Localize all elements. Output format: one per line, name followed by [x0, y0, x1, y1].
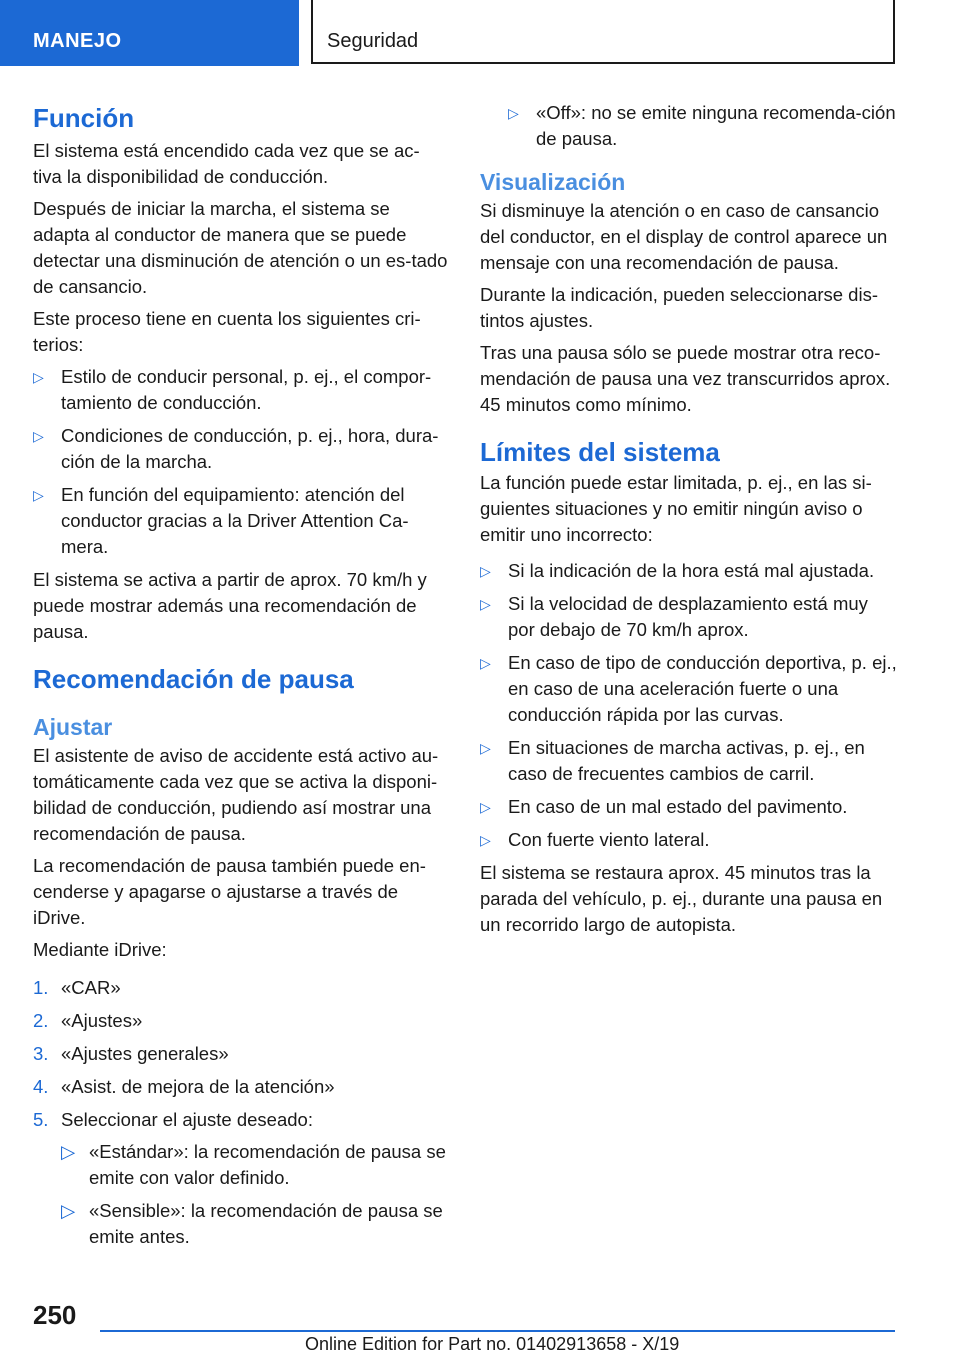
- topic-title: Seguridad: [327, 30, 419, 52]
- list-item: [33, 364, 448, 416]
- steps-list: [33, 975, 448, 1250]
- list-item: [480, 650, 898, 728]
- triangle-bullet-icon: ▷: [480, 740, 491, 756]
- list-item: [480, 591, 898, 643]
- paragraph: Tras una pausa sólo se puede mostrar otra reco-mendación de pausa una vez transcurridos aprox. 45 minutos como mínimo.: [480, 342, 891, 415]
- triangle-bullet-icon: ▷: [480, 596, 491, 612]
- list-item: [480, 827, 898, 853]
- step-text: «Ajustes generales»: [61, 1043, 229, 1064]
- triangle-bullet-icon: ▷: [33, 428, 44, 444]
- paragraph: Después de iniciar la marcha, el sistema se adapta al conductor de manera que se puede detectar una disminución de atención o un es-tado de cansancio.: [33, 198, 448, 297]
- list-item-text: Con fuerte viento lateral.: [508, 829, 710, 850]
- paragraph: El asistente de aviso de accidente está activo au-tomáticamente cada vez que se activa la disponi-bilidad de conducción, pudiendo así mostrar una recomendación de pausa.: [33, 745, 439, 844]
- step-number: 1.: [33, 977, 49, 998]
- step-number: 4.: [33, 1076, 49, 1097]
- left-column: [33, 100, 448, 1257]
- step-item: [33, 975, 448, 1001]
- paragraph: La recomendación de pausa también puede en-cenderse y apagarse o ajustarse a través de iDrive.: [33, 855, 426, 928]
- option-text: «Sensible»: la recomendación de pausa se emite antes.: [89, 1200, 443, 1247]
- step-text: «CAR»: [61, 977, 121, 998]
- step-item: [33, 1074, 448, 1100]
- list-item-text: En caso de tipo de conducción deportiva, p. ej., en caso de una aceleración fuerte o una conducción rápida por las curvas.: [508, 652, 897, 725]
- paragraph: La función puede estar limitada, p. ej., en las si-guientes situaciones y no emitir ningún aviso o emitir uno incorrecto:: [480, 472, 872, 545]
- option-item: [508, 100, 898, 152]
- list-item-text: En caso de un mal estado del pavimento.: [508, 796, 848, 817]
- paragraph: El sistema está encendido cada vez que se ac-tiva la disponibilidad de conducción.: [33, 140, 420, 187]
- triangle-bullet-icon: ▷: [61, 1200, 76, 1221]
- option-text: «Off»: no se emite ninguna recomenda-ción de pausa.: [536, 102, 896, 149]
- option-item: [61, 1198, 448, 1250]
- step-text: «Asist. de mejora de la atención»: [61, 1076, 335, 1097]
- step-number: 5.: [33, 1109, 49, 1130]
- step-item: [33, 1008, 448, 1034]
- paragraph: Si disminuye la atención o en caso de cansancio del conductor, en el display de control aparece un mensaje con una recomendación de pausa.: [480, 200, 888, 273]
- list-item: [480, 558, 898, 584]
- triangle-bullet-icon: ▷: [33, 487, 44, 503]
- paragraph: Durante la indicación, pueden seleccionarse dis-tintos ajustes.: [480, 284, 878, 331]
- list-item: [480, 735, 898, 787]
- footer-divider: [100, 1330, 895, 1332]
- triangle-bullet-icon: ▷: [480, 799, 491, 815]
- options-list-continued: [480, 100, 898, 152]
- list-item-text: Si la indicación de la hora está mal ajustada.: [508, 560, 875, 581]
- page-number: 250: [33, 1300, 77, 1330]
- list-item-text: Si la velocidad de desplazamiento está muy por debajo de 70 km/h aprox.: [508, 593, 868, 640]
- heading-visualizacion: Visualización: [480, 169, 626, 195]
- step-text: «Ajustes»: [61, 1010, 143, 1031]
- step-number: 3.: [33, 1043, 49, 1064]
- heading-recomendacion: Recomendación de pausa: [33, 664, 354, 694]
- limits-list: [480, 558, 898, 853]
- heading-limites: Límites del sistema: [480, 437, 720, 467]
- step-item: [33, 1107, 448, 1250]
- list-item: [480, 794, 898, 820]
- edition-note: Online Edition for Part no. 01402913658 - X/19: [305, 1334, 680, 1354]
- step-number: 2.: [33, 1010, 49, 1031]
- list-item: [33, 482, 448, 560]
- step-item: [33, 1041, 448, 1067]
- paragraph: Este proceso tiene en cuenta los siguientes cri-terios:: [33, 308, 421, 355]
- triangle-bullet-icon: ▷: [508, 105, 519, 121]
- list-item-text: En función del equipamiento: atención del conductor gracias a la Driver Attention Ca-mera.: [61, 484, 409, 557]
- paragraph: Mediante iDrive:: [33, 939, 167, 960]
- heading-funcion: Función: [33, 103, 135, 133]
- option-item: [61, 1139, 448, 1191]
- triangle-bullet-icon: ▷: [480, 832, 491, 848]
- heading-ajustar: Ajustar: [33, 714, 113, 740]
- step-text: Seleccionar el ajuste deseado:: [61, 1109, 313, 1130]
- list-item-text: Condiciones de conducción, p. ej., hora, dura-ción de la marcha.: [61, 425, 439, 472]
- criteria-list: [33, 364, 448, 560]
- list-item-text: Estilo de conducir personal, p. ej., el compor-tamiento de conducción.: [61, 366, 432, 413]
- topic-tab: [311, 0, 895, 64]
- triangle-bullet-icon: ▷: [33, 369, 44, 385]
- triangle-bullet-icon: ▷: [480, 563, 491, 579]
- paragraph: El sistema se activa a partir de aprox. 70 km/h y puede mostrar además una recomendación de pausa.: [33, 569, 427, 642]
- right-column: [480, 100, 898, 944]
- list-item: [33, 423, 448, 475]
- paragraph: El sistema se restaura aprox. 45 minutos tras la parada del vehículo, p. ej., durante una pausa en un recorrido largo de autopista.: [480, 862, 883, 935]
- triangle-bullet-icon: ▷: [61, 1141, 76, 1162]
- section-title: MANEJO: [33, 30, 122, 52]
- list-item-text: En situaciones de marcha activas, p. ej., en caso de frecuentes cambios de carril.: [508, 737, 865, 784]
- option-text: «Estándar»: la recomendación de pausa se emite con valor definido.: [89, 1141, 446, 1188]
- section-tab: [0, 0, 299, 66]
- triangle-bullet-icon: ▷: [480, 655, 491, 671]
- options-list: [61, 1139, 448, 1250]
